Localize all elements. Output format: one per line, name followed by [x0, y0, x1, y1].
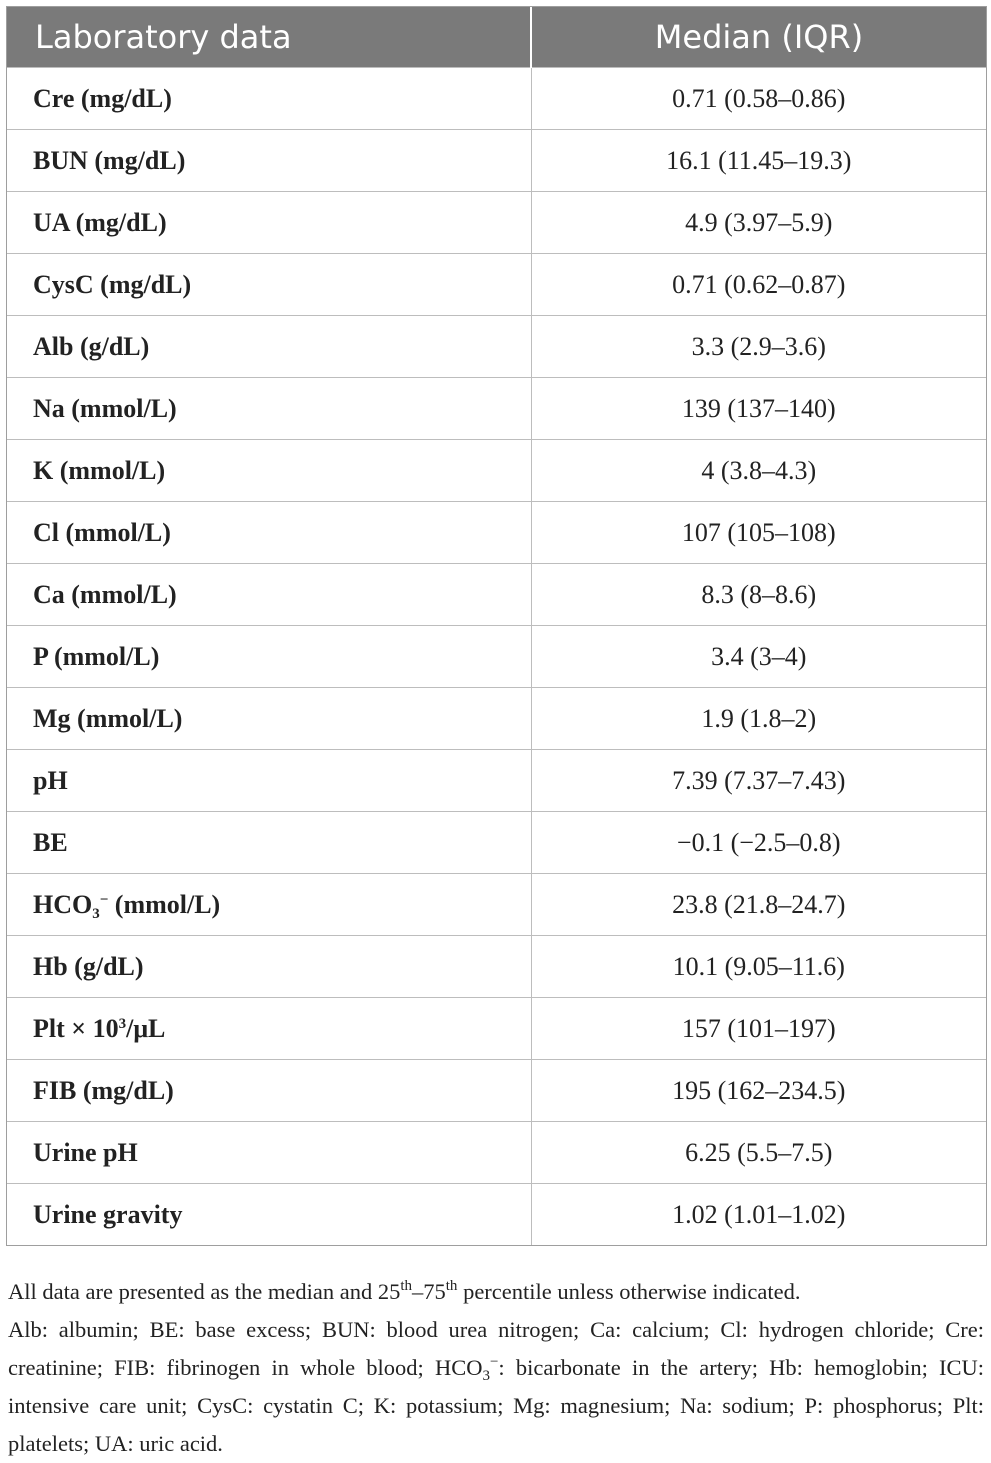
table-row — [7, 378, 986, 440]
row-label: Urine gravity — [7, 1184, 531, 1246]
row-value: 7.39 (7.37–7.43) — [531, 750, 986, 812]
row-value: 3.3 (2.9–3.6) — [531, 316, 986, 378]
label-unit: /μL — [126, 1013, 166, 1043]
table-row — [7, 874, 986, 936]
row-label: Na (mmol/L) — [7, 378, 531, 440]
lab-data-table — [7, 7, 986, 1245]
row-value: 4.9 (3.97–5.9) — [531, 192, 986, 254]
row-label: BUN (mg/dL) — [7, 130, 531, 192]
table-row — [7, 254, 986, 316]
row-label: Hb (g/dL) — [7, 936, 531, 998]
footnote-text: All data are presented as the median and 25 — [8, 1279, 401, 1304]
table-row — [7, 1122, 986, 1184]
row-value: 107 (105–108) — [531, 502, 986, 564]
label-subscript: 3 — [92, 905, 100, 922]
table-row — [7, 316, 986, 378]
row-value: 10.1 (9.05–11.6) — [531, 936, 986, 998]
row-value: 0.71 (0.62–0.87) — [531, 254, 986, 316]
row-label: K (mmol/L) — [7, 440, 531, 502]
row-value: 16.1 (11.45–19.3) — [531, 130, 986, 192]
row-value: 23.8 (21.8–24.7) — [531, 874, 986, 936]
table-row — [7, 192, 986, 254]
row-value: −0.1 (−2.5–0.8) — [531, 812, 986, 874]
header-median-iqr: Median (IQR) — [531, 7, 986, 68]
row-label: UA (mg/dL) — [7, 192, 531, 254]
lab-data-table-container — [6, 6, 987, 1246]
table-row — [7, 812, 986, 874]
row-label: Alb (g/dL) — [7, 316, 531, 378]
table-header-row — [7, 7, 986, 68]
label-part: HCO — [33, 889, 93, 919]
footnote-superscript: th — [400, 1278, 413, 1294]
row-label — [7, 874, 531, 936]
footnote-summary-line — [8, 1273, 984, 1311]
row-value: 139 (137–140) — [531, 378, 986, 440]
footnote-text: Alb: albumin; BE: base excess; BUN: blood urea nitrogen; Ca: calcium; Cl: hydrogen chloride; Cre: creatinine; FIB: fibrinogen in whole blood; HCO — [8, 1317, 984, 1380]
footnote-text: : bicarbonate in the artery; Hb: hemoglobin; ICU: intensive care unit; CysC: cystatin C; K: potassium; Mg: magnesium; Na: sodium; P: phosphorus; Plt: platelets; UA: uric acid. — [8, 1355, 984, 1456]
row-value: 0.71 (0.58–0.86) — [531, 68, 986, 130]
row-label: CysC (mg/dL) — [7, 254, 531, 316]
label-part: Plt × 10 — [33, 1013, 119, 1043]
row-label: P (mmol/L) — [7, 626, 531, 688]
table-row — [7, 502, 986, 564]
table-row — [7, 1060, 986, 1122]
row-label: Mg (mmol/L) — [7, 688, 531, 750]
footnote-text: –75 — [412, 1279, 446, 1304]
row-label: BE — [7, 812, 531, 874]
row-value: 157 (101–197) — [531, 998, 986, 1060]
table-row — [7, 130, 986, 192]
label-unit: (mmol/L) — [108, 889, 221, 919]
table-row — [7, 626, 986, 688]
row-value: 3.4 (3–4) — [531, 626, 986, 688]
footnote-text: percentile unless otherwise indicated. — [457, 1279, 801, 1304]
row-label: pH — [7, 750, 531, 812]
row-value: 195 (162–234.5) — [531, 1060, 986, 1122]
table-footnote — [8, 1273, 984, 1463]
table-row — [7, 998, 986, 1060]
row-label: FIB (mg/dL) — [7, 1060, 531, 1122]
table-row — [7, 936, 986, 998]
table-row — [7, 750, 986, 812]
footnote-abbreviations — [8, 1311, 984, 1463]
table-row — [7, 688, 986, 750]
row-label — [7, 998, 531, 1060]
table-row — [7, 1184, 986, 1246]
label-superscript: − — [99, 891, 109, 908]
row-value: 6.25 (5.5–7.5) — [531, 1122, 986, 1184]
label-superscript: 3 — [118, 1015, 127, 1032]
header-laboratory-data: Laboratory data — [7, 7, 531, 68]
table-row — [7, 564, 986, 626]
row-label: Cre (mg/dL) — [7, 68, 531, 130]
row-label: Cl (mmol/L) — [7, 502, 531, 564]
row-value: 8.3 (8–8.6) — [531, 564, 986, 626]
row-value: 1.02 (1.01–1.02) — [531, 1184, 986, 1246]
table-row — [7, 68, 986, 130]
row-label: Ca (mmol/L) — [7, 564, 531, 626]
row-label: Urine pH — [7, 1122, 531, 1184]
footnote-superscript: th — [445, 1278, 458, 1294]
row-value: 1.9 (1.8–2) — [531, 688, 986, 750]
table-row — [7, 440, 986, 502]
footnote-superscript: − — [489, 1354, 499, 1370]
row-value: 4 (3.8–4.3) — [531, 440, 986, 502]
footnote-subscript: 3 — [482, 1368, 490, 1384]
